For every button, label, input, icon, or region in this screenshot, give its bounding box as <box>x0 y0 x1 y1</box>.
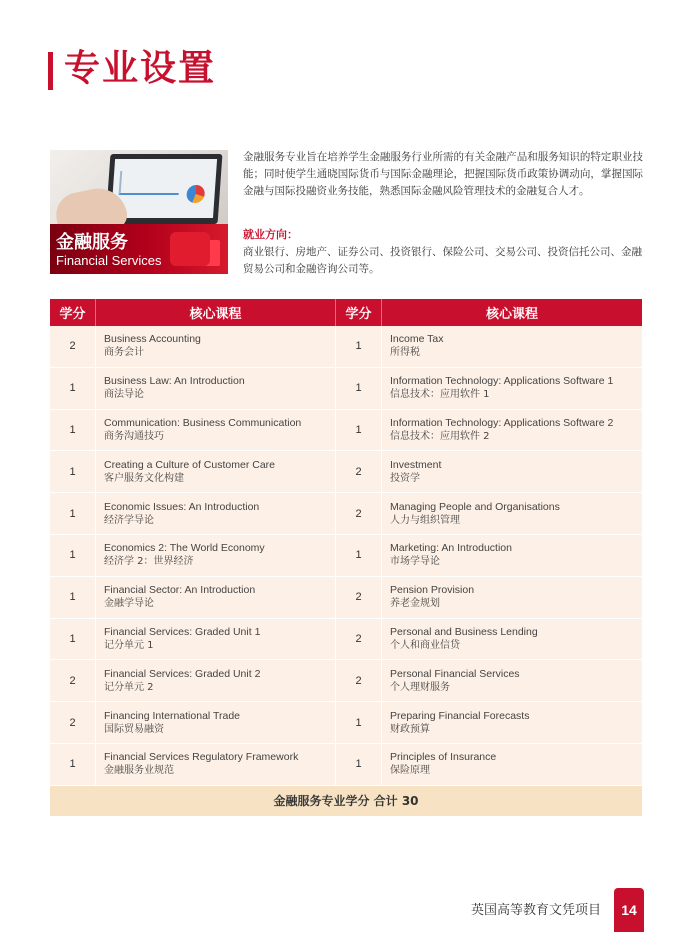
course-name-en: Pension Provision <box>390 584 475 597</box>
credit-value: 1 <box>69 507 76 520</box>
credit-left <box>50 619 96 660</box>
credit-left <box>50 660 96 701</box>
credit-left <box>50 744 96 785</box>
course-name-en: Financing International Trade <box>104 709 241 722</box>
credit-right <box>336 702 382 743</box>
course-name-en: Economic Issues: An Introduction <box>104 500 260 513</box>
header-credit-right: 学分 <box>336 299 382 326</box>
course-left <box>96 660 336 701</box>
course-name-en: Business Law: An Introduction <box>104 375 245 388</box>
credit-value: 2 <box>355 465 362 478</box>
course-right <box>382 535 642 576</box>
course-name-cn: 所得税 <box>390 347 420 359</box>
course-name-en: Creating a Culture of Customer Care <box>104 458 275 471</box>
credit-right <box>336 451 382 492</box>
credit-value: 1 <box>355 340 362 353</box>
course-name-cn: 商务会计 <box>104 347 144 359</box>
table-row <box>50 326 642 368</box>
course-right <box>382 410 642 451</box>
course-left <box>96 368 336 409</box>
course-name-en: Income Tax <box>390 333 444 346</box>
table-body <box>50 326 642 786</box>
course-name-en: Marketing: An Introduction <box>390 542 512 555</box>
credit-value: 1 <box>69 423 76 436</box>
course-left <box>96 577 336 618</box>
course-name-en: Business Accounting <box>104 333 201 346</box>
credit-value: 1 <box>355 716 362 729</box>
course-name-cn: 商务沟通技巧 <box>104 430 164 442</box>
header-course-left: 核心课程 <box>96 299 336 326</box>
credit-value: 1 <box>69 465 76 478</box>
credit-left <box>50 535 96 576</box>
credit-value: 1 <box>69 382 76 395</box>
course-right <box>382 702 642 743</box>
credit-right <box>336 744 382 785</box>
credit-value: 2 <box>355 674 362 687</box>
table-row <box>50 744 642 786</box>
course-left <box>96 326 336 367</box>
course-right <box>382 619 642 660</box>
course-left <box>96 410 336 451</box>
course-right <box>382 577 642 618</box>
course-name-cn: 个人理财服务 <box>390 681 450 693</box>
header-credit-left: 学分 <box>50 299 96 326</box>
credit-value: 2 <box>69 716 76 729</box>
credit-value: 1 <box>69 758 76 771</box>
course-name-cn: 投资学 <box>390 472 420 484</box>
table-row <box>50 451 642 493</box>
credit-value: 1 <box>355 549 362 562</box>
credit-right <box>336 368 382 409</box>
course-right <box>382 660 642 701</box>
course-name-cn: 记分单元 2 <box>104 681 154 693</box>
course-name-en: Principles of Insurance <box>390 751 497 764</box>
credit-right <box>336 619 382 660</box>
course-name-cn: 金融服务业规范 <box>104 765 174 777</box>
credit-value: 1 <box>69 591 76 604</box>
course-name-cn: 国际贸易融资 <box>104 723 164 735</box>
course-name-cn: 记分单元 1 <box>104 639 154 651</box>
credit-left <box>50 451 96 492</box>
credit-left <box>50 410 96 451</box>
table-row <box>50 619 642 661</box>
table-row <box>50 410 642 452</box>
credit-left <box>50 702 96 743</box>
course-name-cn: 信息技术：应用软件 2 <box>390 430 490 442</box>
credit-right <box>336 660 382 701</box>
course-left <box>96 744 336 785</box>
program-intro: 金融服务专业旨在培养学生金融服务行业所需的有关金融产品和服务知识的特定职业技能；同时使学生通晓国际货币与国际金融理论，把握国际货币政策协调动向，掌握国际金融与国际投融资业务技能，熟悉国际金融风险管理技术的金融复合人才。 <box>243 151 643 197</box>
course-left <box>96 619 336 660</box>
course-name-cn: 保险原理 <box>390 765 430 777</box>
course-name-cn: 商法导论 <box>104 389 144 401</box>
course-table <box>50 299 642 816</box>
course-name-cn: 经济学导论 <box>104 514 154 526</box>
table-header <box>50 299 642 326</box>
course-name-en: Communication: Business Communication <box>104 416 302 429</box>
course-name-cn: 人力与组织管理 <box>390 514 460 526</box>
laptop-screen <box>111 159 217 218</box>
footer-program-name: 英国高等教育文凭项目 <box>471 903 602 918</box>
course-name-cn: 个人和商业信贷 <box>390 639 460 651</box>
course-name-en: Personal Financial Services <box>390 667 520 680</box>
table-row <box>50 702 642 744</box>
total-credits: 金融服务专业学分 合计 30 <box>50 786 642 816</box>
credit-right <box>336 577 382 618</box>
course-name-en: Financial Services: Graded Unit 2 <box>104 667 261 680</box>
credit-value: 1 <box>355 423 362 436</box>
course-name-en: Investment <box>390 458 442 471</box>
course-right <box>382 451 642 492</box>
course-name-en: Financial Sector: An Introduction <box>104 584 256 597</box>
course-name-cn: 经济学 2：世界经济 <box>104 556 194 568</box>
course-name-en: Preparing Financial Forecasts <box>390 709 530 722</box>
course-left <box>96 535 336 576</box>
header-course-right: 核心课程 <box>485 307 538 322</box>
course-right <box>382 368 642 409</box>
dice-icon <box>170 232 210 266</box>
course-name-cn: 信息技术：应用软件 1 <box>390 389 490 401</box>
career-text: 商业银行、房地产、证券公司、投资银行、保险公司、交易公司、投资信托公司、金融贸易公司和金融咨询公司等。 <box>243 246 642 275</box>
credit-left <box>50 577 96 618</box>
course-name-cn: 金融学导论 <box>104 598 154 610</box>
course-name-en: Financial Services: Graded Unit 1 <box>104 625 261 638</box>
credit-right <box>336 326 382 367</box>
course-name-cn: 财政预算 <box>390 723 430 735</box>
credit-value: 2 <box>355 632 362 645</box>
credit-value: 2 <box>69 340 76 353</box>
credit-value: 1 <box>69 549 76 562</box>
course-left <box>96 493 336 534</box>
hero-label-cn: 金融服务 <box>56 232 128 253</box>
credit-right <box>336 410 382 451</box>
course-name-cn: 养老金规划 <box>390 598 440 610</box>
credit-value: 1 <box>69 632 76 645</box>
credit-value: 2 <box>355 591 362 604</box>
hero-image <box>50 150 228 274</box>
credit-right <box>336 493 382 534</box>
credit-right <box>336 535 382 576</box>
career-title: 就业方向： <box>243 228 298 241</box>
course-name-en: Information Technology: Applications Software 1 <box>390 375 614 388</box>
course-name-cn: 市场学导论 <box>390 556 440 568</box>
credit-value: 2 <box>355 507 362 520</box>
course-name-en: Managing People and Organisations <box>390 500 560 513</box>
table-row <box>50 577 642 619</box>
course-left <box>96 451 336 492</box>
table-row <box>50 493 642 535</box>
credit-left <box>50 493 96 534</box>
credit-value: 1 <box>355 758 362 771</box>
credit-left <box>50 326 96 367</box>
course-right <box>382 493 642 534</box>
course-right <box>382 744 642 785</box>
line-chart-icon <box>119 171 181 195</box>
course-name-en: Personal and Business Lending <box>390 625 538 638</box>
course-name-en: Information Technology: Applications Software 2 <box>390 416 614 429</box>
table-row <box>50 660 642 702</box>
course-left <box>96 702 336 743</box>
course-name-en: Economics 2: The World Economy <box>104 542 265 555</box>
course-name-cn: 客户服务文化构建 <box>104 472 184 484</box>
hero-label-en: Financial Services <box>56 253 162 268</box>
page-number: 14 <box>614 888 644 932</box>
course-name-en: Financial Services Regulatory Framework <box>104 751 299 764</box>
table-row <box>50 535 642 577</box>
table-row <box>50 368 642 410</box>
course-right <box>382 326 642 367</box>
credit-left <box>50 368 96 409</box>
page-title: 专业设置 <box>64 48 217 89</box>
pie-chart-icon <box>186 185 205 203</box>
title-accent-bar <box>48 52 53 90</box>
credit-value: 1 <box>355 382 362 395</box>
credit-value: 2 <box>69 674 76 687</box>
